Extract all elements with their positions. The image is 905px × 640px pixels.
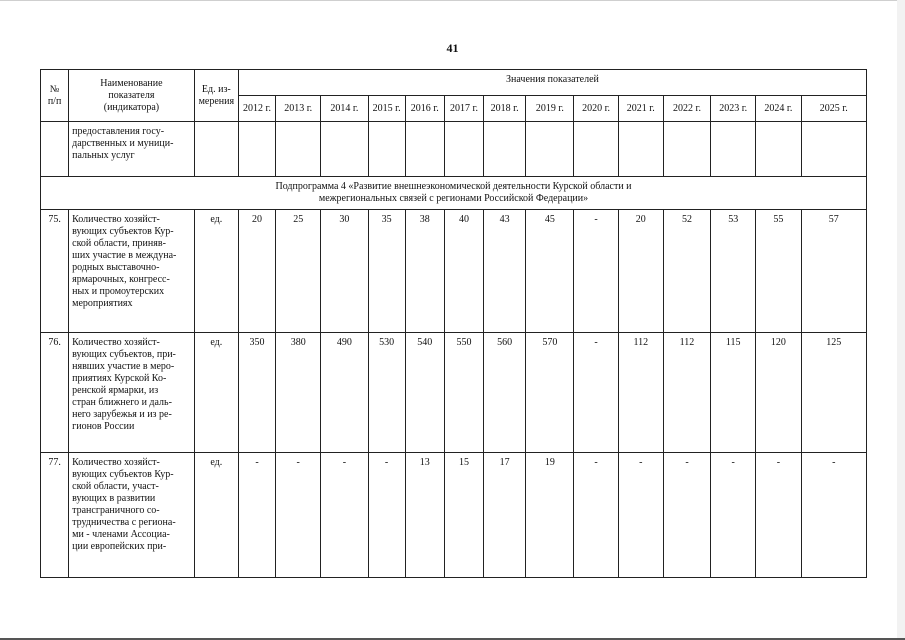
value-cell: - xyxy=(574,210,618,333)
value-cell: 530 xyxy=(368,333,405,453)
value-cell: 55 xyxy=(756,210,801,333)
value-cell: 15 xyxy=(444,453,483,578)
value-cell: 490 xyxy=(321,333,368,453)
year-header: 2020 г. xyxy=(574,96,618,122)
value-cell: 540 xyxy=(405,333,444,453)
indicator-name: Количество хозяйст- вующих субъектов Кур- ской области, участ- вующих в развитии трансграничного со- трудничества с региона- ми - членами Ассоциа- ции европейских при- xyxy=(69,453,195,578)
value-cell: - xyxy=(238,453,275,578)
continuation-unit xyxy=(194,122,238,177)
header-name: Наименование показателя (индикатора) xyxy=(69,70,195,122)
table-row xyxy=(41,210,867,333)
value-cell: 17 xyxy=(484,453,526,578)
page-number: 41 xyxy=(446,41,459,55)
indicator-name: Количество хозяйст- вующих субъектов Кур- ской области, приняв- ших участие в междуна- родных выставочно- ярмарочных, конгресс- ных и промоутерских мероприятиях xyxy=(69,210,195,333)
value-cell: 38 xyxy=(405,210,444,333)
table-row xyxy=(41,453,867,578)
scan-right-edge xyxy=(897,0,905,640)
value-cell: 45 xyxy=(526,210,574,333)
value-cell: 380 xyxy=(276,333,321,453)
year-header: 2019 г. xyxy=(526,96,574,122)
year-header: 2023 г. xyxy=(711,96,756,122)
scan-top-edge xyxy=(0,0,905,1)
value-cell: 13 xyxy=(405,453,444,578)
value-cell: 19 xyxy=(526,453,574,578)
value-cell: 120 xyxy=(756,333,801,453)
indicator-unit: ед. xyxy=(194,453,238,578)
header-unit: Ед. из- мерения xyxy=(194,70,238,122)
indicator-name: Количество хозяйст- вующих субъектов, при- нявших участие в меро- приятиях Курской Ко- ренской ярмарки, из стран ближнего и даль- него зарубежья и из ре- гионов России xyxy=(69,333,195,453)
header-values: Значения показателей xyxy=(238,70,866,96)
value-cell: 43 xyxy=(484,210,526,333)
value-cell: - xyxy=(574,453,618,578)
continuation-name: предоставления госу- дарственных и муници- пальных услуг xyxy=(69,122,195,177)
value-cell: - xyxy=(618,453,663,578)
value-cell: 560 xyxy=(484,333,526,453)
value-cell: 570 xyxy=(526,333,574,453)
value-cell: 112 xyxy=(663,333,710,453)
year-header: 2017 г. xyxy=(444,96,483,122)
year-header: 2012 г. xyxy=(238,96,275,122)
header-row-1 xyxy=(41,70,867,96)
year-header: 2022 г. xyxy=(663,96,710,122)
year-header: 2014 г. xyxy=(321,96,368,122)
value-cell: 20 xyxy=(618,210,663,333)
value-cell: 57 xyxy=(801,210,867,333)
value-cell: - xyxy=(574,333,618,453)
value-cell: 25 xyxy=(276,210,321,333)
year-header: 2024 г. xyxy=(756,96,801,122)
value-cell: 20 xyxy=(238,210,275,333)
continuation-num xyxy=(41,122,69,177)
value-cell: 40 xyxy=(444,210,483,333)
continuation-row xyxy=(41,122,867,177)
indicators-table xyxy=(40,69,867,578)
value-cell: - xyxy=(711,453,756,578)
value-cell: - xyxy=(663,453,710,578)
value-cell: 125 xyxy=(801,333,867,453)
table-row xyxy=(41,333,867,453)
row-number: 77. xyxy=(41,453,69,578)
indicator-unit: ед. xyxy=(194,333,238,453)
value-cell: 550 xyxy=(444,333,483,453)
value-cell: - xyxy=(276,453,321,578)
year-header: 2018 г. xyxy=(484,96,526,122)
value-cell: 52 xyxy=(663,210,710,333)
year-header: 2016 г. xyxy=(405,96,444,122)
subprogram-title: Подпрограмма 4 «Развитие внешнеэкономической деятельности Курской области и межрегиональных связей с регионами Российской Федерации» xyxy=(41,177,867,210)
value-cell: - xyxy=(321,453,368,578)
value-cell: - xyxy=(801,453,867,578)
subprogram-row xyxy=(41,177,867,210)
row-number: 76. xyxy=(41,333,69,453)
year-header: 2013 г. xyxy=(276,96,321,122)
value-cell: 35 xyxy=(368,210,405,333)
row-number: 75. xyxy=(41,210,69,333)
header-num: № п/п xyxy=(41,70,69,122)
value-cell: 115 xyxy=(711,333,756,453)
value-cell: - xyxy=(368,453,405,578)
value-cell: - xyxy=(756,453,801,578)
value-cell: 53 xyxy=(711,210,756,333)
indicator-unit: ед. xyxy=(194,210,238,333)
year-header: 2021 г. xyxy=(618,96,663,122)
year-header: 2015 г. xyxy=(368,96,405,122)
value-cell: 112 xyxy=(618,333,663,453)
year-header: 2025 г. xyxy=(801,96,867,122)
value-cell: 30 xyxy=(321,210,368,333)
value-cell: 350 xyxy=(238,333,275,453)
